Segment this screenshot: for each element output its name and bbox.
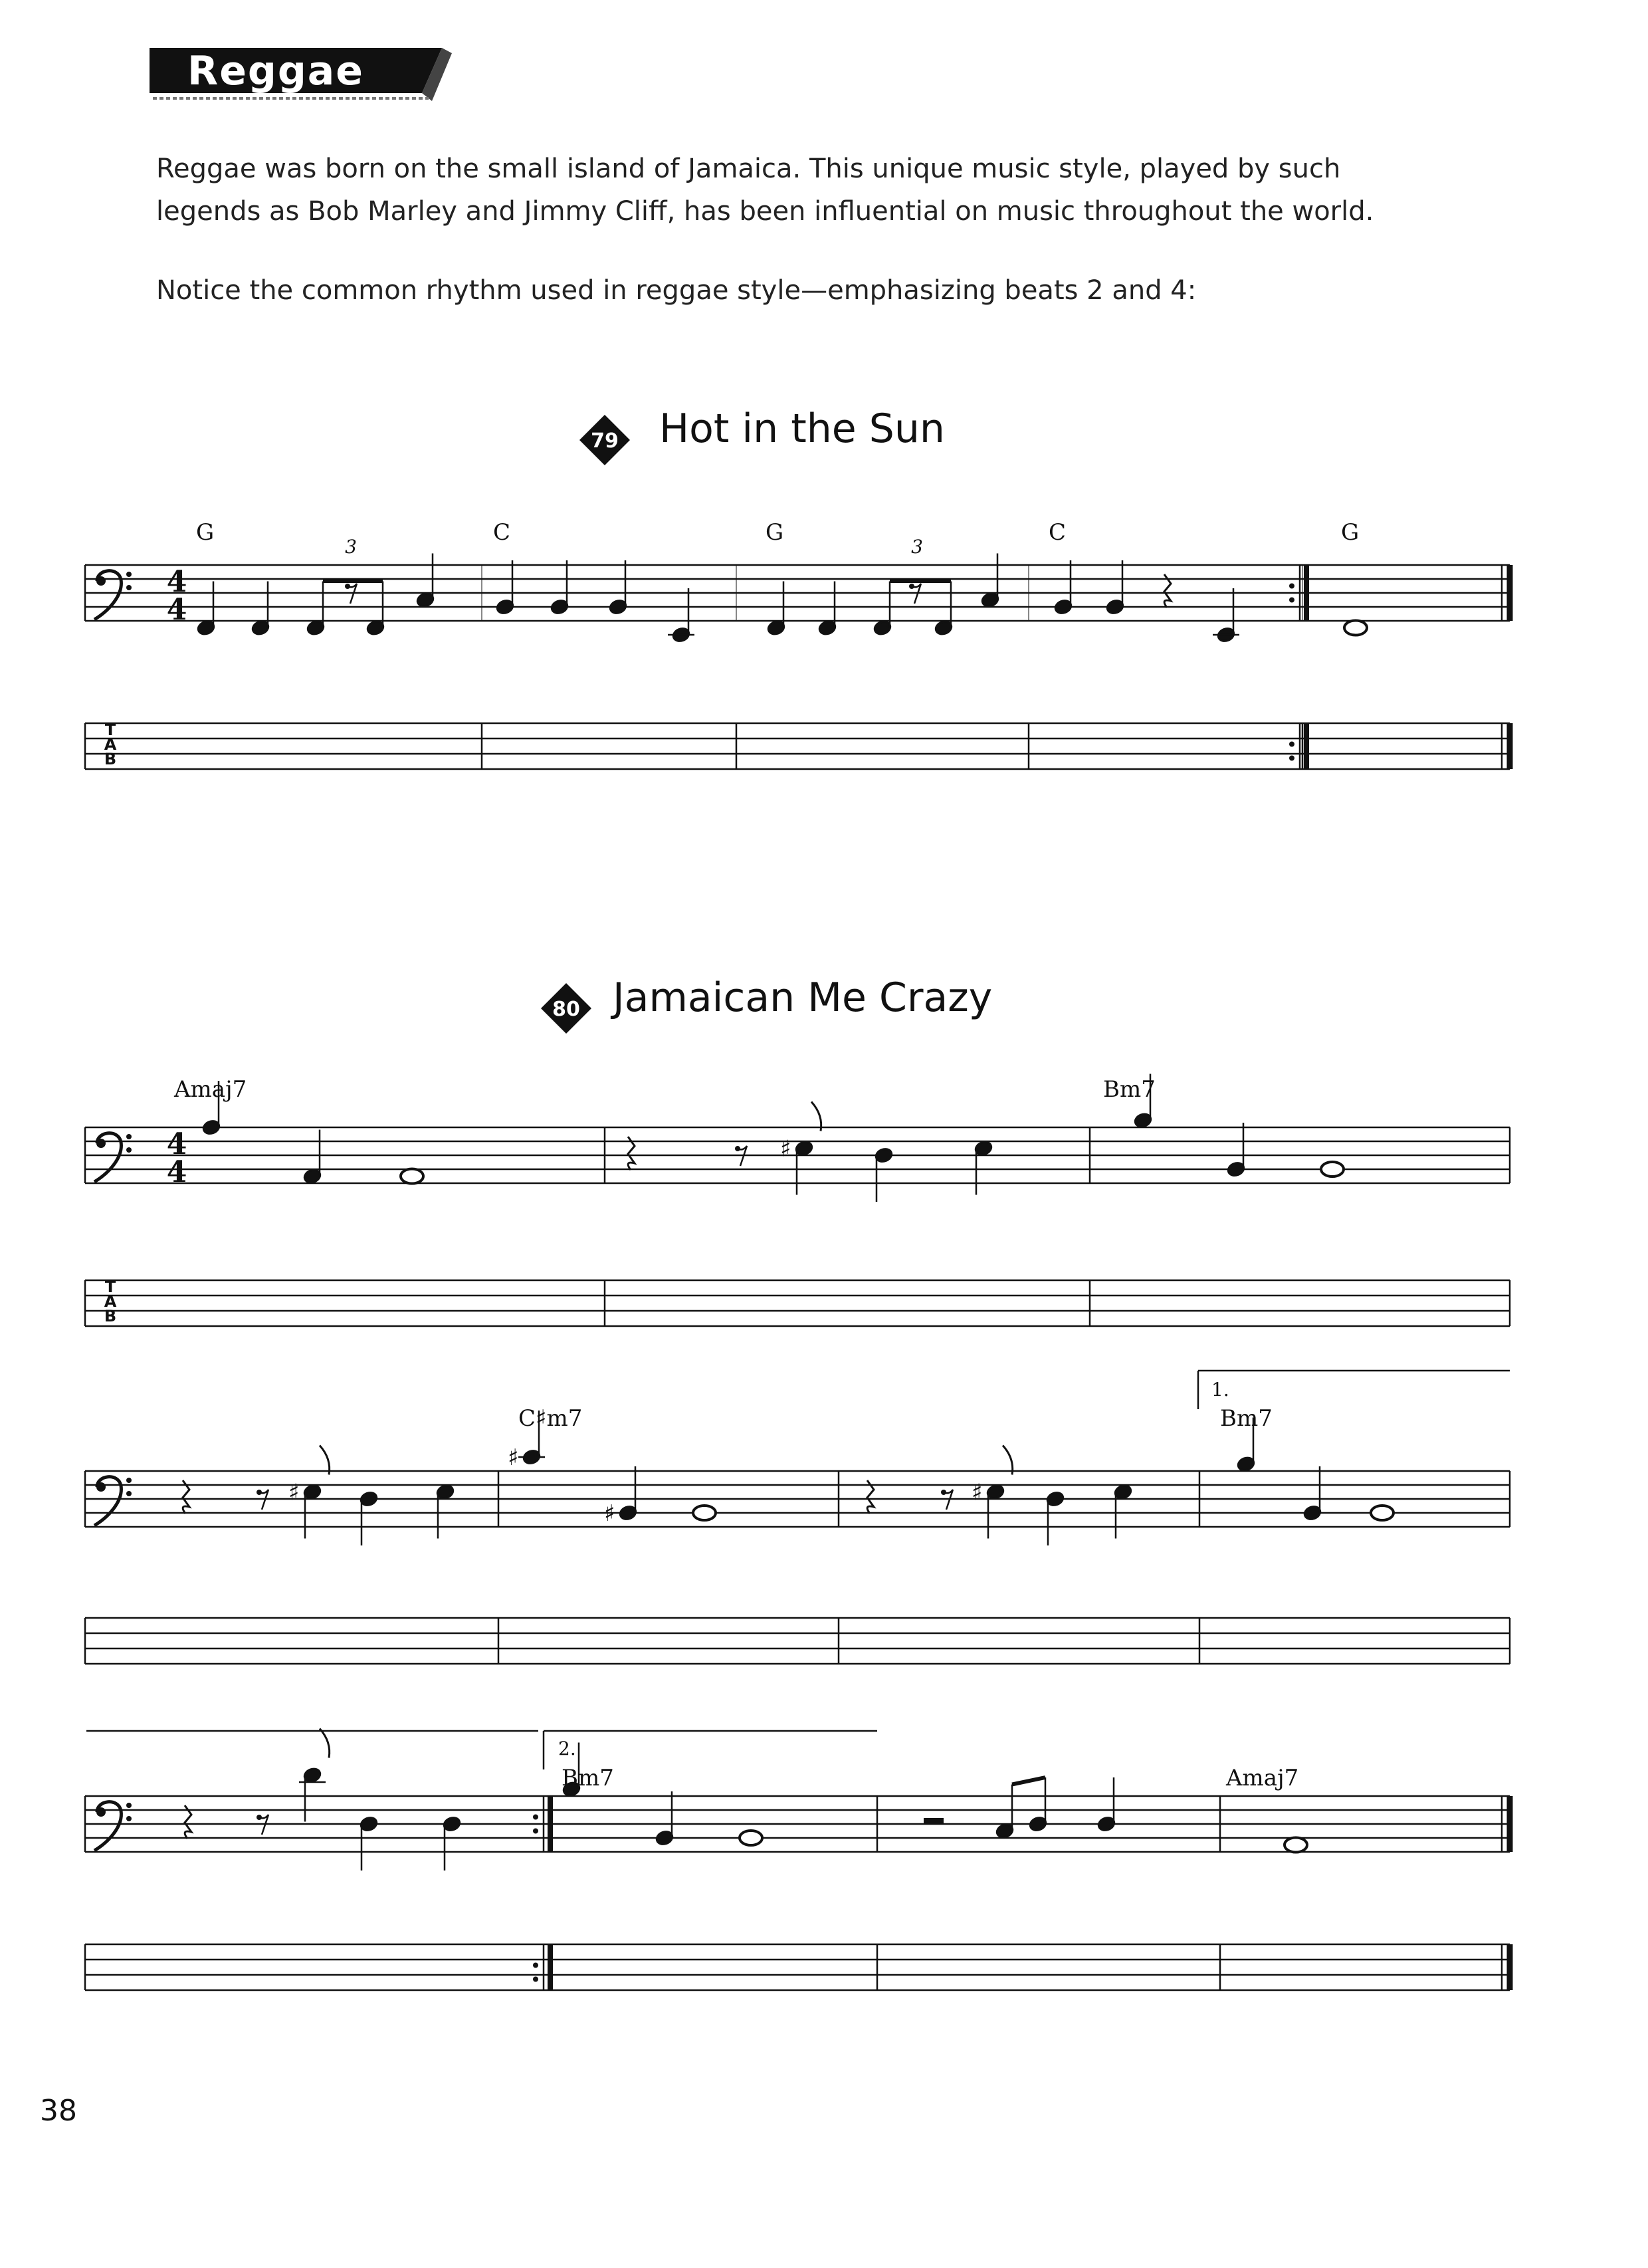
chord-symbol: C: [1049, 519, 1067, 546]
chord-symbol: Bm7: [1220, 1405, 1273, 1432]
sharp-sign: ♯: [604, 1500, 615, 1527]
intro-line-1: Reggae was born on the small island of Jamaica. This unique music style, played by such: [156, 154, 1341, 184]
tab-letter-t: T: [104, 721, 116, 739]
tab-letter-b: B: [104, 1307, 117, 1325]
sharp-sign: ♯: [780, 1135, 791, 1163]
beam: [1012, 1777, 1045, 1785]
bass-clef-dot: [96, 1482, 106, 1492]
bass-clef-dot: [126, 572, 132, 577]
notice-text: Notice the common rhythm used in reggae style—emphasizing beats 2 and 4:: [156, 275, 1197, 306]
tab-letter-a: A: [104, 735, 117, 754]
bass-clef-dot: [126, 585, 132, 590]
repeat-dot: [1289, 598, 1294, 603]
chord-symbol: Amaj7: [1226, 1765, 1299, 1791]
chord-symbol: Bm7: [562, 1765, 614, 1791]
tab-letter-a: A: [104, 1292, 117, 1311]
track-79-number: 79: [591, 429, 619, 453]
whole-note: [693, 1506, 716, 1520]
repeat-dot: [533, 1977, 538, 1982]
chord-symbol: G: [196, 519, 215, 546]
chord-symbol: C♯m7: [518, 1405, 583, 1432]
track-80-number: 80: [552, 998, 580, 1021]
whole-note: [401, 1169, 423, 1184]
repeat-dot: [1289, 584, 1294, 589]
repeat-dot: [533, 1815, 538, 1820]
time-signature-top: 4: [166, 565, 187, 599]
bass-clef-dot: [126, 1478, 132, 1483]
repeat-dot: [1289, 756, 1294, 761]
whole-note: [1321, 1162, 1344, 1177]
ending-1-label: 1.: [1211, 1379, 1229, 1401]
tab-letter-t: T: [104, 1278, 116, 1296]
song-title-hot-in-the-sun: Hot in the Sun: [659, 405, 945, 452]
tab-letter-b: B: [104, 750, 117, 768]
bass-clef-dot: [96, 1139, 106, 1148]
whole-note: [1344, 621, 1367, 635]
repeat-dot: [533, 1963, 538, 1968]
bass-clef-dot: [126, 1803, 132, 1808]
whole-note: [1285, 1838, 1307, 1853]
sharp-sign: ♯: [508, 1444, 519, 1471]
repeat-dot: [533, 1829, 538, 1834]
whole-note: [1371, 1506, 1393, 1520]
time-signature-bottom: 4: [166, 1155, 187, 1189]
song-title-jamaican-me-crazy: Jamaican Me Crazy: [613, 974, 993, 1021]
triplet-mark: 3: [345, 536, 357, 558]
time-signature-top: 4: [166, 1127, 187, 1161]
bass-clef-dot: [126, 1491, 132, 1496]
note-flag: [320, 1729, 330, 1758]
chord-symbol: G: [1341, 519, 1360, 546]
time-signature-bottom: 4: [166, 593, 187, 627]
chord-symbol: Amaj7: [174, 1076, 247, 1103]
chord-symbol: C: [493, 519, 511, 546]
whole-note: [740, 1831, 762, 1845]
chord-symbol: Bm7: [1103, 1076, 1156, 1103]
half-rest: [924, 1818, 944, 1824]
bass-clef-dot: [126, 1816, 132, 1821]
repeat-dot: [1289, 742, 1294, 747]
sharp-sign: ♯: [288, 1479, 300, 1506]
page-number: 38: [40, 2094, 77, 2128]
section-title: Reggae: [187, 48, 364, 94]
bass-clef-dot: [126, 1147, 132, 1153]
sharp-sign: ♯: [972, 1479, 983, 1506]
triplet-mark: 3: [911, 536, 923, 558]
bass-clef-dot: [126, 1134, 132, 1139]
intro-line-2: legends as Bob Marley and Jimmy Cliff, has been influential on music throughout the world.: [156, 196, 1374, 227]
bass-clef-dot: [96, 576, 106, 586]
chord-symbol: G: [766, 519, 784, 546]
ending-2-label: 2.: [558, 1738, 576, 1759]
bass-clef-dot: [96, 1807, 106, 1817]
